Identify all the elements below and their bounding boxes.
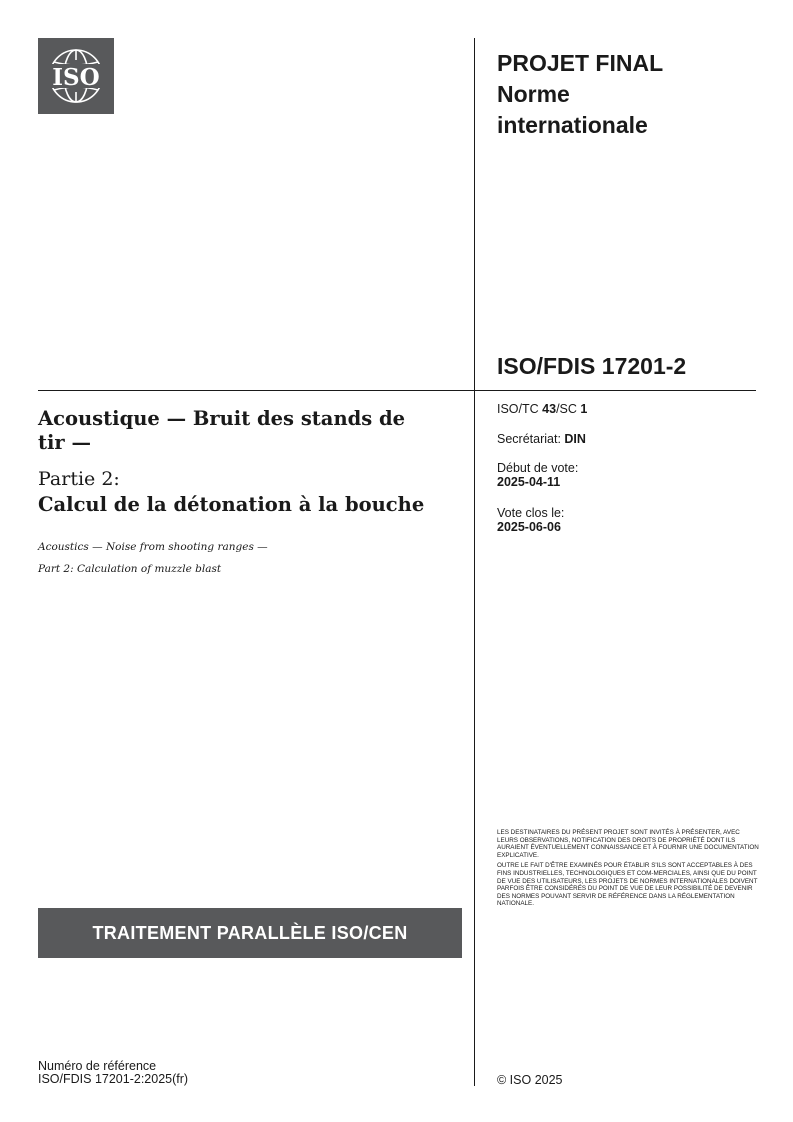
committee-tc: 43	[542, 402, 557, 416]
vertical-divider	[474, 38, 475, 1086]
vote-end-date: 2025-06-06	[497, 520, 561, 534]
status-line: internationale	[497, 112, 648, 138]
document-status	[497, 48, 757, 141]
english-title-line: Part 2: Calculation of muzzle blast	[38, 563, 222, 575]
committee-sc: 1	[580, 402, 588, 416]
iso-logo	[38, 38, 114, 114]
part-label: Partie 2:	[38, 468, 120, 490]
committee-sc-prefix: /SC	[556, 402, 581, 416]
committee	[497, 402, 587, 416]
vote-start-date: 2025-04-11	[497, 475, 561, 489]
recipient-notice	[497, 829, 759, 911]
vote-end-label: Vote clos le:	[497, 506, 565, 520]
document-title: Acoustique — Bruit des stands de tir —	[38, 407, 406, 454]
iso-logo-text: ISO	[52, 64, 100, 91]
reference-label: Numéro de référence	[38, 1059, 157, 1073]
copyright: © ISO 2025	[497, 1073, 563, 1087]
committee-prefix: ISO/TC	[497, 402, 543, 416]
notice-paragraph: OUTRE LE FAIT D'ÊTRE EXAMINÉS POUR ÉTABLIR S'ILS SONT ACCEPTABLES À DES FINS INDUSTRIELLES, TECHNOLOGIQUES ET COM-MERCIALES, AINSI QUE DU POINT DE VUE DES UTILISATEURS, LES PROJETS DE NORMES INTERNATIONALES DOIVENT PARFOIS ÊTRE CONSIDÉRÉS DU POINT DE VUE DE LEUR POSSIBILITÉ DE DEVENIR DES NORMES POUVANT SERVIR DE RÉFÉRENCE DANS LA RÉGLEMENTATION NATIONALE.	[497, 862, 758, 908]
notice-paragraph: LES DESTINATAIRES DU PRÉSENT PROJET SONT INVITÉS À PRÉSENTER, AVEC LEURS OBSERVATIONS, NOTIFICATION DES DROITS DE PROPRIÉTÉ DONT ILS AURAIENT ÉVENTUELLEMENT CONNAISSANCE ET À FOURNIR UNE DOCUMENTATION EXPLICATIVE.	[497, 829, 759, 859]
banner-label: TRAITEMENT PARALLÈLE ISO/CEN	[92, 922, 408, 943]
secretariat-value: DIN	[564, 432, 586, 446]
horizontal-divider	[38, 390, 756, 391]
vote-end	[497, 506, 564, 534]
secretariat-label: Secrétariat:	[497, 432, 565, 446]
reference-number	[38, 1060, 188, 1086]
reference-value: ISO/FDIS 17201-2:2025(fr)	[38, 1072, 189, 1086]
document-number: ISO/FDIS 17201-2	[497, 353, 687, 379]
status-line: Norme	[497, 81, 570, 107]
iso-globe-icon	[38, 38, 114, 114]
vote-start	[497, 461, 578, 489]
status-line: PROJET FINAL	[497, 50, 664, 76]
part-title: Calcul de la détonation à la bouche	[38, 493, 425, 516]
english-title-line: Acoustics — Noise from shooting ranges —	[38, 541, 268, 553]
parallel-processing-banner	[38, 908, 462, 958]
secretariat	[497, 432, 586, 446]
vote-start-label: Début de vote:	[497, 461, 579, 475]
